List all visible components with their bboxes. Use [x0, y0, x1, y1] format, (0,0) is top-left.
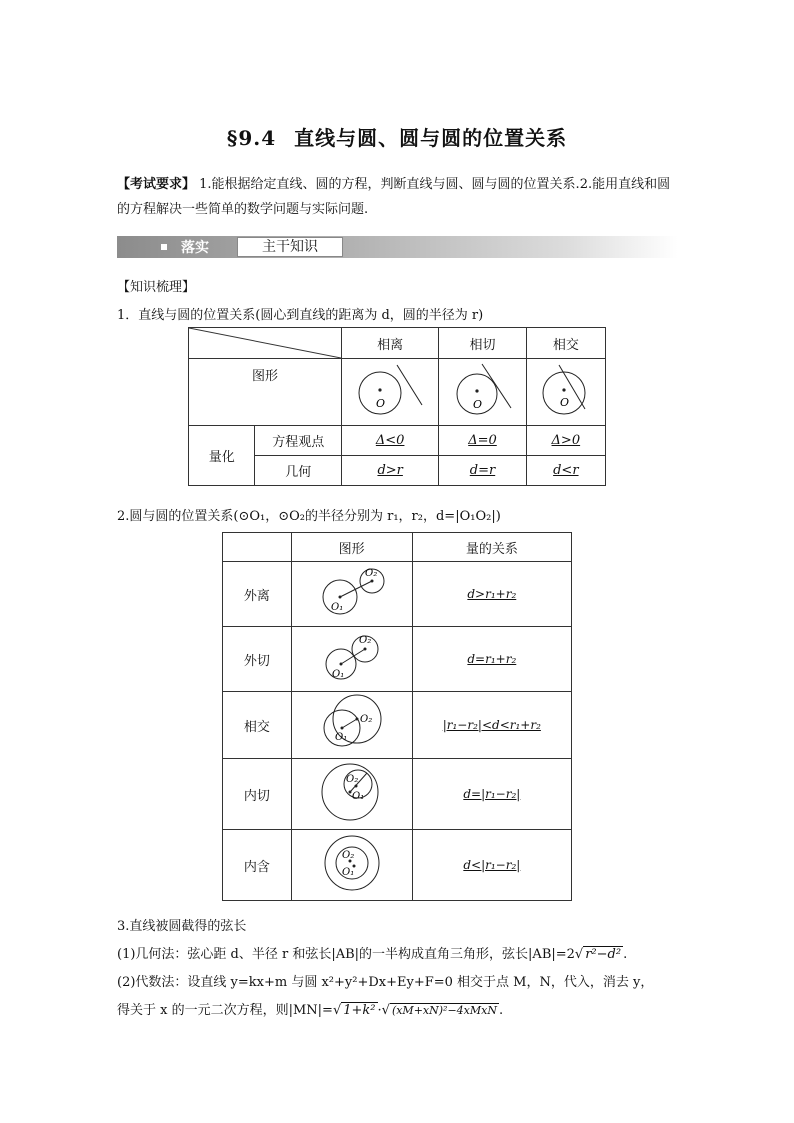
- figure-cc-separate: [291, 562, 412, 627]
- section-number: §9.4: [226, 126, 277, 150]
- figure-intersect: [526, 359, 605, 426]
- figure-cc-intersect: [291, 692, 412, 759]
- eq-separate: Δ<0: [342, 426, 439, 456]
- sqrt-sign: √: [381, 1003, 390, 1018]
- row-name-intersect: 相交: [223, 692, 292, 759]
- method2-text: 得关于 x 的一元二次方程，则|MN|=: [117, 1003, 333, 1018]
- method1-line: (1)几何法：弦心距 d、半径 r 和弦长|AB|的一半构成直角三角形，弦长|AB|=2√ r²−d² .: [117, 947, 628, 962]
- s1-heading: 1．直线与圆的位置关系(圆心到直线的距离为 d，圆的半径为 r): [117, 308, 484, 323]
- svg-text:O: O: [473, 398, 483, 411]
- exam-requirements: [117, 172, 679, 222]
- sqrt-sign: √: [574, 947, 584, 962]
- svg-text:O: O: [376, 397, 386, 410]
- svg-text:O₂: O₂: [359, 714, 372, 725]
- circles-ext-tangent-diagram: [292, 627, 412, 687]
- section-title: 直线与圆、圆与圆的位置关系: [294, 126, 568, 150]
- geo-intersect: d<r: [526, 456, 605, 486]
- geo-separate: d>r: [342, 456, 439, 486]
- circle-circle-table: [222, 532, 572, 901]
- svg-text:O₁: O₁: [334, 732, 347, 743]
- circles-int-tangent-diagram: [292, 759, 412, 825]
- equation-view-label: 方程观点: [255, 426, 342, 456]
- figure-cc-contain: [291, 830, 412, 901]
- svg-text:O₂: O₂: [341, 850, 354, 861]
- figure-cc-int-tangent: [291, 759, 412, 830]
- circles-contain-diagram: [292, 830, 412, 896]
- geo-tangent: d=r: [439, 456, 526, 486]
- col-intersect: 相交: [526, 328, 605, 359]
- relation-separate: d>r₁+r₂: [412, 562, 571, 627]
- diagonal-header-cell: [189, 328, 342, 359]
- method2-radicand-2: (xM+xN)²−4xMxN: [391, 1004, 497, 1017]
- eq-tangent: Δ=0: [439, 426, 526, 456]
- svg-text:O₂: O₂: [345, 774, 358, 785]
- requirements-text: 1.能根据给定直线、圆的方程，判断直线与圆、圆与圆的位置关系.2.能用直线和圆的方程解决一些简单的数学问题与实际问题.: [117, 177, 671, 217]
- circles-separate-diagram: [292, 562, 412, 622]
- s3-heading: 3.直线被圆截得的弦长: [117, 919, 247, 934]
- line-circle-intersect-diagram: [527, 359, 605, 421]
- svg-text:O₁: O₁: [341, 867, 354, 878]
- figure-label: 图形: [189, 359, 342, 426]
- banner-box: 主干知识: [237, 237, 343, 257]
- page-title: [0, 122, 794, 151]
- method2-line1: (2)代数法：设直线 y=kx+m 与圆 x²+y²+Dx+Ey+F=0 相交于点 M，N，代入，消去 y，: [117, 975, 654, 990]
- figure-tangent: [439, 359, 526, 426]
- s2-heading: 2.圆与圆的位置关系(⊙O₁，⊙O₂的半径分别为 r₁，r₂，d=|O₁O₂|): [117, 509, 501, 524]
- banner-lead: 落实: [181, 240, 209, 256]
- method2-line2: 得关于 x 的一元二次方程，则|MN|=√ 1+k² ·√ (xM+xN)²−4xMxN .: [117, 1003, 504, 1018]
- figure-separate: [342, 359, 439, 426]
- line-circle-table: [188, 327, 606, 486]
- line-circle-tangent-diagram: [439, 359, 525, 421]
- header-blank: [223, 533, 292, 562]
- quantify-label: 量化: [189, 426, 255, 486]
- col-separate: 相离: [342, 328, 439, 359]
- svg-text:O₁: O₁: [330, 602, 343, 613]
- sqrt-sign: √: [332, 1003, 342, 1018]
- method2-radicand-1: 1+k²: [343, 1003, 376, 1018]
- relation-ext-tangent: d=r₁+r₂: [412, 627, 571, 692]
- relation-intersect: |r₁−r₂|<d<r₁+r₂: [412, 692, 571, 759]
- row-name-separate: 外离: [223, 562, 292, 627]
- relation-int-tangent: d=|r₁−r₂|: [412, 759, 571, 830]
- circles-intersect-diagram: [292, 692, 412, 754]
- line-circle-separate-diagram: [342, 359, 438, 421]
- row-name-contain: 内含: [223, 830, 292, 901]
- svg-text:O₂: O₂: [358, 635, 371, 646]
- method1-radicand: r²−d²: [585, 947, 622, 962]
- section-banner: [117, 236, 678, 258]
- requirements-tag: 【考试要求】: [117, 177, 196, 192]
- col-relation: 量的关系: [412, 533, 571, 562]
- relation-contain: d<|r₁−r₂|: [412, 830, 571, 901]
- figure-cc-ext-tangent: [291, 627, 412, 692]
- geometry-label: 几何: [255, 456, 342, 486]
- col-tangent: 相切: [439, 328, 526, 359]
- row-name-ext-tangent: 外切: [223, 627, 292, 692]
- svg-text:O₁: O₁: [351, 791, 364, 802]
- svg-text:O₂: O₂: [364, 568, 377, 579]
- col-figure: 图形: [291, 533, 412, 562]
- banner-square-icon: [161, 244, 167, 250]
- row-name-int-tangent: 内切: [223, 759, 292, 830]
- svg-text:O₁: O₁: [331, 669, 344, 680]
- eq-intersect: Δ>0: [526, 426, 605, 456]
- svg-text:O: O: [559, 396, 569, 409]
- knowledge-heading: 【知识梳理】: [117, 280, 196, 295]
- method1-text: (1)几何法：弦心距 d、半径 r 和弦长|AB|的一半构成直角三角形，弦长|AB|=2: [117, 947, 575, 962]
